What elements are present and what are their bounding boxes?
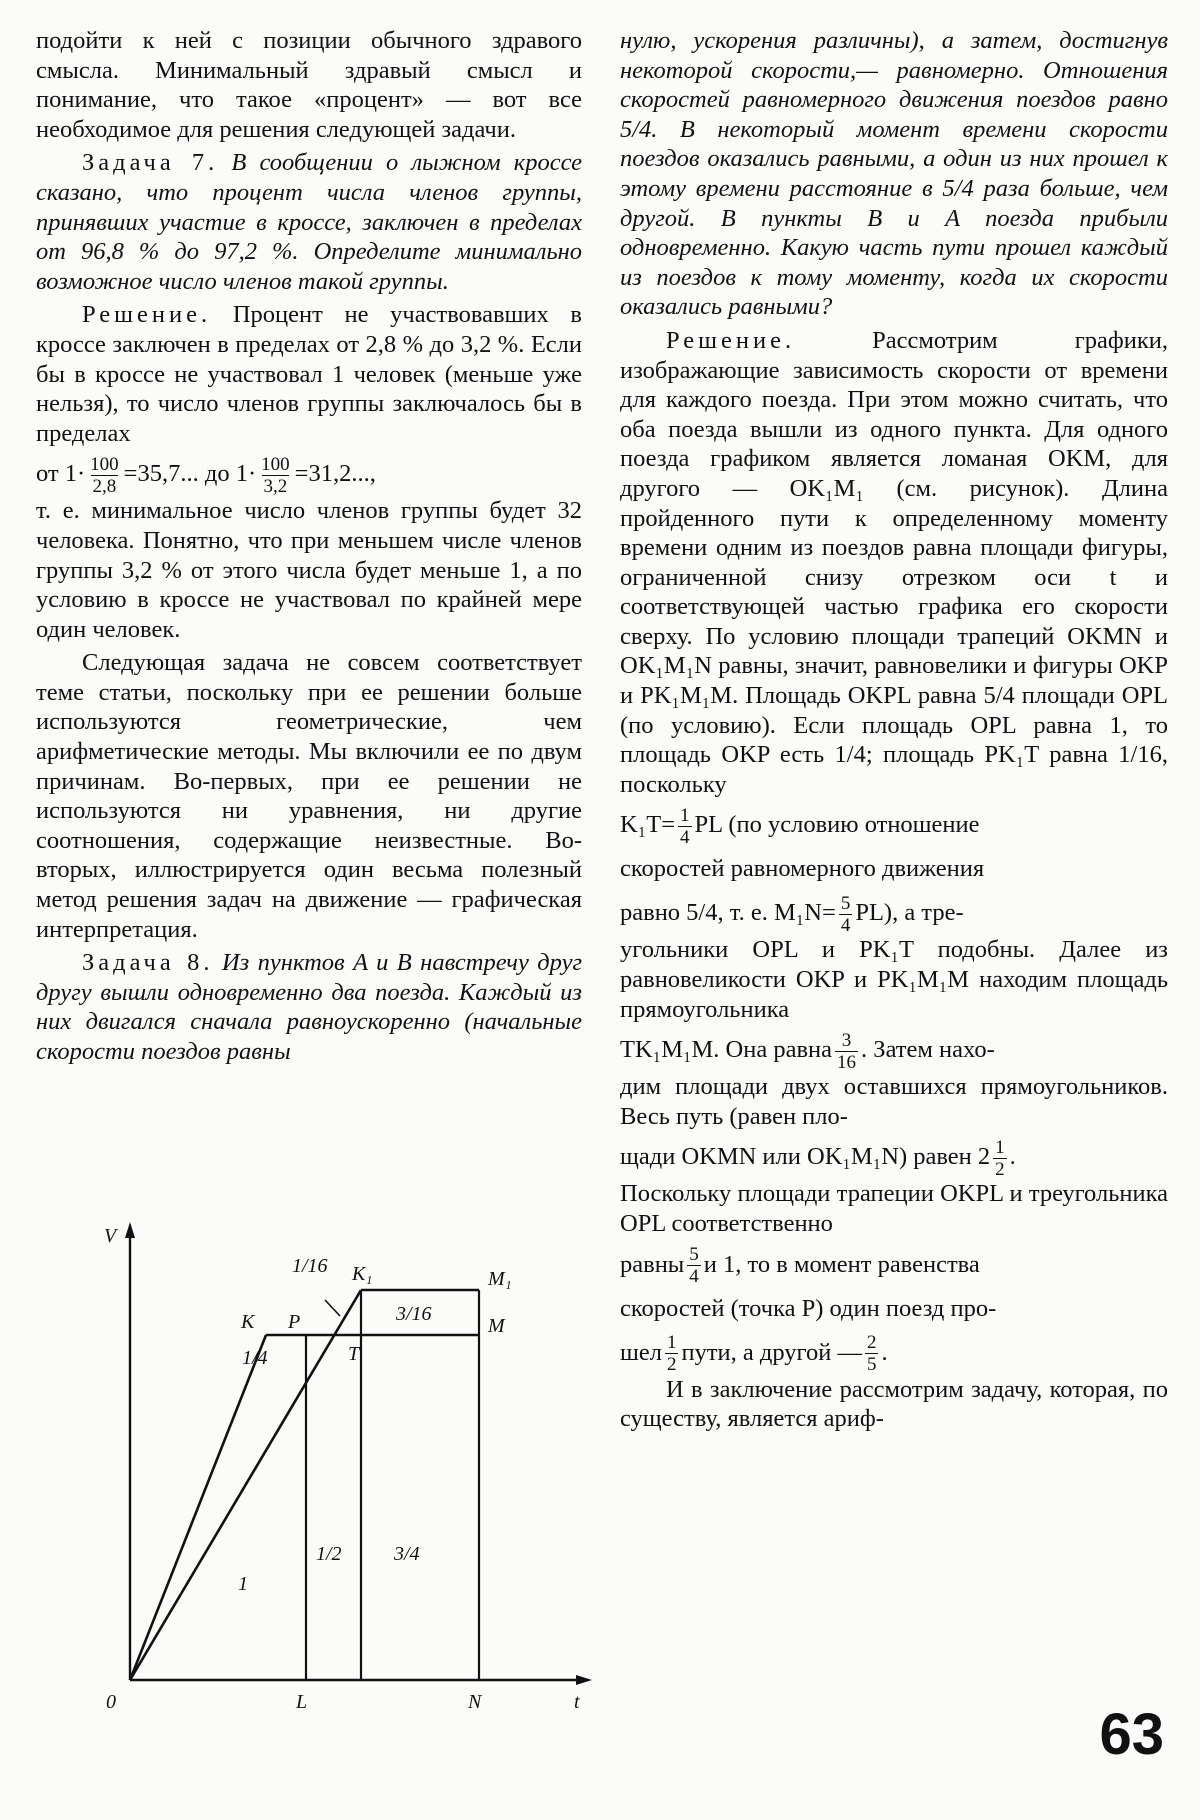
fraction-1-2-b: $\frac{1}{2}$: [666, 1332, 677, 1376]
paragraph-next-task: Следующая задача не совсем соответствует теме статьи, поскольку при ее решении больше используются геометрические, чем арифметические методы. Мы включили ее по двум причинам. Во-первых, при ее решении не используются ни уравнения, ни другие соотношения, содержащие неизвестные. Во-вторых, иллюстрируется один весьма полезный метод решения задач на движение — графическая интерпретация.: [36, 649, 582, 943]
fraction-2-5: $\frac{2}{5}$: [866, 1332, 877, 1376]
velocity-time-graph: [96, 1220, 596, 1710]
fraction-5-4-b: $\frac{5}{4}$: [689, 1244, 699, 1288]
solution-8-text-c: дим площади двух оставшихся прямоугольников. Весь путь (равен пло-: [620, 1073, 1168, 1130]
label-L: L: [296, 1691, 308, 1710]
solution-8-text-b: угольники OPL и PK₁T подобны. Далее из равновеликости OKP и PK₁M₁M находим площадь прямоугольника: [620, 936, 1168, 1023]
fraction-100-3.2: $\frac{100}{3,2}$: [261, 454, 290, 498]
right-column: [620, 26, 1168, 1438]
fraction-1-2: $\frac{1}{2}$: [995, 1137, 1005, 1181]
line-total: щади OKMN или OK₁M₁N) равен 2 $\frac{1}{2}$ .: [620, 1137, 1016, 1181]
fraction-100-2.8: $\frac{100}{2,8}$: [90, 454, 119, 498]
fraction-3-16: $\frac{3}{16}$: [837, 1030, 857, 1074]
line-parts: шел $\frac{1}{2}$ пути, а другой — $\frac{2}{5}$ .: [620, 1332, 888, 1376]
formula-result-1: =35,7... до 1·: [123, 460, 257, 488]
segment-OK: [130, 1335, 266, 1680]
task-8-continued-text: нулю, ускорения различны), а затем, достигнув некоторой скорости,— равномерно. Отношения скоростей равномерного движения поездов равно 5/4. В некоторый момент времени скорости поездов оказались равными, а один из них прошел к этому времени расстояние в 5/4 раза больше, чем другой. В пункты B и A поезда прибыли одновременно. Какую часть пути прошел каждый из поездов к тому моменту, когда их скорости оказались равными?: [620, 27, 1168, 321]
task-7-text: В сообщении о лыжном кроссе сказано, что процент числа членов группы, принявших участие в кроссе, заключен в пределах от 96,8 % до 97,2 %. Определите минимально возможное число членов такой группы.: [36, 149, 583, 295]
label-K1: K₁: [352, 1263, 373, 1285]
label-T: T: [348, 1343, 360, 1365]
formula-line: [36, 452, 582, 496]
task-7: [36, 148, 582, 296]
label-M1: M₁: [488, 1268, 512, 1290]
solution-8-text-d: Поскольку площади трапеции OKPL и треугольника OPL соответственно: [620, 1180, 1168, 1237]
solution-7-continued: т. е. минимальное число членов группы будет 32 человека. Понятно, что при меньшем числе членов группы 3,2 % от этого числа будет меньше 1, а по условию в кроссе не участвовал по крайней мере один человек.: [36, 497, 582, 643]
page-number: 63: [1099, 1702, 1164, 1767]
formula-from: от 1·: [36, 460, 86, 488]
solution-7-text: Процент не участвовавших в кроссе заключен в пределах от 2,8 % до 3,2 %. Если бы в кроссе не участвовал 1 человек (меньше уже нельзя), то число членов группы заключалось бы в пределах: [36, 301, 582, 447]
solution-8-text-e: скоростей (точка P) один поезд про-: [620, 1294, 997, 1322]
area-label-pk1t: 1/16: [292, 1255, 328, 1277]
label-P: P: [288, 1311, 301, 1333]
label-V: V: [104, 1225, 117, 1247]
final-paragraph: И в заключение рассмотрим задачу, которая, по существу, является ариф-: [620, 1375, 1168, 1433]
task-8-text: Из пунктов A и B навстречу друг другу вышли одновременно два поезда. Каждый из них двигался сначала равноускоренно (начальные скорости поездов равны: [36, 949, 583, 1065]
t-axis-arrow: [576, 1675, 592, 1685]
task-8: [36, 948, 582, 1066]
label-K: K: [241, 1311, 255, 1333]
left-column: [36, 26, 582, 1071]
v-axis-arrow: [125, 1222, 135, 1238]
marker-1-16: [325, 1300, 340, 1316]
label-origin: 0: [106, 1691, 116, 1710]
line-m1n: равно 5/4, т. е. M₁N= $\frac{5}{4}$ PL), а тре-: [620, 893, 964, 937]
label-M: M: [488, 1315, 505, 1337]
line-k1t: K₁T= $\frac{1}{4}$ PL (по условию отношение: [620, 805, 980, 849]
line-ratio: равны $\frac{5}{4}$ и 1, то в момент равенства: [620, 1244, 980, 1288]
solution-7-label: Решение.: [82, 301, 212, 329]
line-area: TK₁M₁M. Она равна $\frac{3}{16}$ . Затем нахо-: [620, 1030, 995, 1074]
solution-7: [36, 300, 582, 448]
area-label-okp: 1/4: [242, 1347, 268, 1369]
formula-result-2: =31,2...,: [294, 460, 376, 488]
task-8-continued: [620, 26, 1168, 322]
paragraph-intro: подойти к ней с позиции обычного здравого смысла. Минимальный здравый смысл и понимание, что такое «процент» — вот все необходимое для решения следующей задачи.: [36, 27, 582, 143]
area-label-rect-kn: 3/4: [394, 1543, 420, 1565]
task-8-label: Задача 8.: [82, 949, 214, 977]
area-label-rect-lk: 1/2: [316, 1543, 342, 1565]
area-label-tk1m1m: 3/16: [396, 1303, 432, 1325]
task-7-label: Задача 7.: [82, 149, 219, 177]
fraction-5-4: $\frac{5}{4}$: [840, 893, 851, 937]
solution-8-label: Решение.: [666, 326, 796, 354]
solution-8-text-a: Рассмотрим графики, изображающие зависимость скорости от времени для каждого поезда. При этом можно считать, что оба поезда вышли из одного пункта. Для одного поезда графиком является ломаная OKM, для другого — OK₁M₁ (см. рисунок). Длина пройденного пути к определенному моменту времени одним из поездов равна площади фигуры, ограниченной снизу отрезком оси t и соответствующей частью графика его скорости сверху. По условию площади трапеций OKMN и OK₁M₁N равны, значит, равновелики и фигуры OKP и PK₁M₁M. Площадь OKPL равна 5/4 площади OPL (по условию). Если площадь OPL равна 1, то площадь OKP есть 1/4; площадь PK₁T равна 1/16, поскольку: [620, 326, 1168, 798]
area-label-opl: 1: [238, 1573, 248, 1595]
fraction-1-4: $\frac{1}{4}$: [680, 805, 690, 849]
label-t: t: [574, 1691, 580, 1710]
label-N: N: [468, 1691, 482, 1710]
line-speeds: скоростей равномерного движения: [620, 855, 985, 883]
solution-8: [620, 326, 1168, 800]
